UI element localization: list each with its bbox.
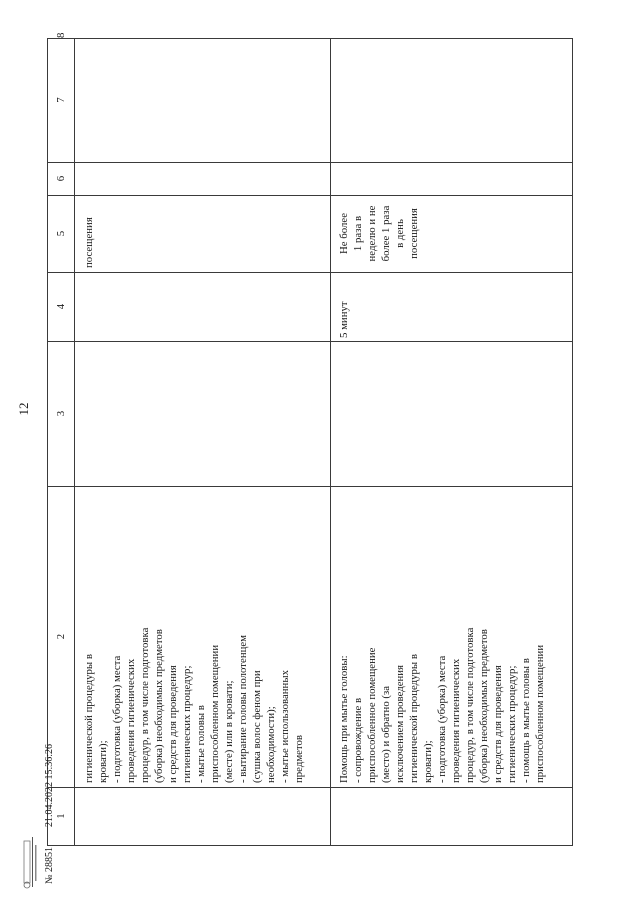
duration-cell: 5 минут — [338, 301, 350, 338]
column-header: 4 — [55, 303, 67, 310]
table-border-right — [572, 38, 573, 846]
service-description: гигиенической процедуры в кровати); - подготовка (уборка) места проведения гигиенических процедур, в том числе подготовка (уборка) необходимых предметов и средств для проведения гигиенических процедур; - мытье головы в приспособленном помещении (месте) или в кровати; - вытирание головы полотенцем (сушка волос феном при необходимости); - мытье использованных предметов — [83, 627, 305, 783]
frequency-cell: Не более 1 раза в неделю и не более 1 раза в день посещения — [338, 205, 420, 262]
document-datetime: 21.04.2022 15:36:26 — [44, 743, 55, 827]
column-header: 5 — [55, 230, 67, 237]
column-header: 2 — [55, 633, 67, 640]
document-number: № 28851 — [44, 846, 55, 884]
column-header: 3 — [55, 410, 67, 417]
table-line — [47, 486, 572, 487]
frequency-cell: посещения — [83, 217, 95, 268]
service-description: Помощь при мытье головы: - сопровождение в приспособленное помещение (место) и обратно (за исключением проведения гигиенической процедуры в кровати); - подготовка (уборка) места проведения гигиенических процедур, в том числе подготовка (уборка) необходимых предметов и средств для проведения гигиенических процедур; - помощь в мытье головы в приспособленном помещении — [338, 627, 546, 783]
page-number: 12 — [16, 402, 31, 416]
column-header: 6 — [55, 175, 67, 182]
table-line — [47, 341, 572, 342]
table-row-line — [330, 38, 331, 846]
table-border-left — [47, 38, 48, 846]
table-header-line — [74, 38, 75, 846]
table-line — [47, 272, 572, 273]
column-header: 7 — [55, 97, 67, 103]
table-border-bottom — [47, 845, 572, 846]
table-line — [47, 195, 572, 196]
table-border-top — [47, 38, 572, 39]
column-header: 1 — [55, 813, 67, 819]
table-line — [47, 787, 572, 788]
document-stamp-icon — [20, 835, 38, 890]
table-line — [47, 162, 572, 163]
